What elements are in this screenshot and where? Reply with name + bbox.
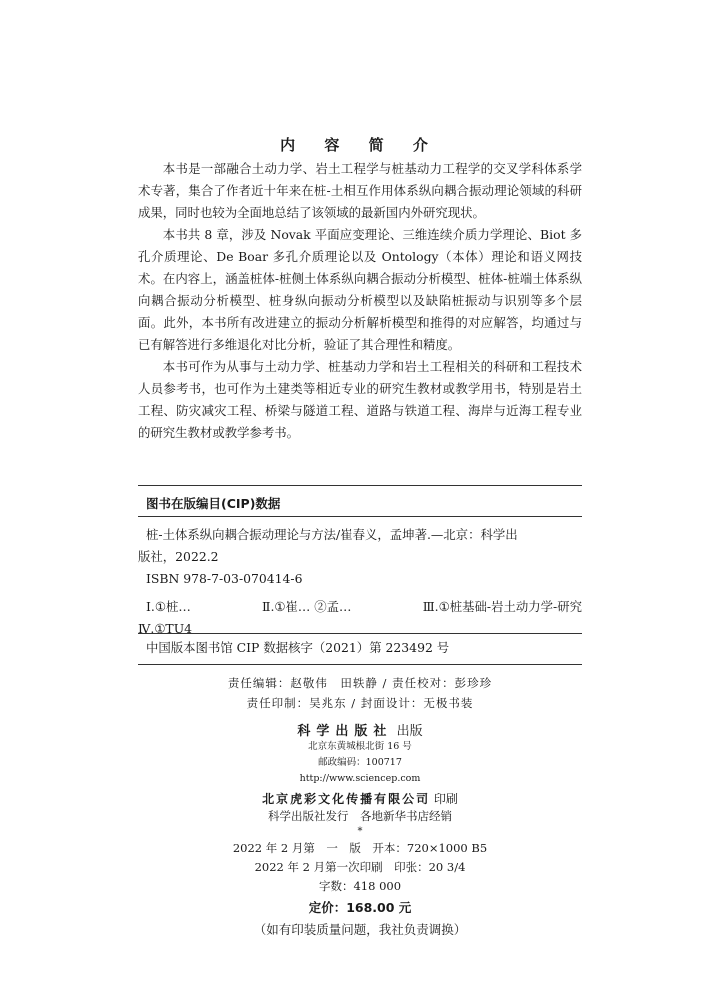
publisher-postcode: 邮政编码：100717	[318, 757, 402, 768]
printer-line	[0, 790, 720, 807]
edition-info: 2022 年 2 月第 一 版 开本：720×1000 B5	[232, 841, 488, 855]
word-count: 字数：418 000	[318, 879, 402, 893]
cip-isbn: ISBN 978-7-03-070414-6	[146, 571, 303, 586]
cip-heading: 图书在版编目(CIP)数据	[146, 496, 281, 511]
cip-title-line: 版社，2022.2	[138, 549, 219, 564]
cip-divider	[138, 516, 582, 517]
publisher-line	[0, 720, 720, 739]
editorial-credits	[0, 673, 720, 713]
cip-data-box	[138, 485, 582, 665]
publisher-address: 北京东黄城根北街 16 号	[308, 741, 412, 752]
cip-number: 中国版本图书馆 CIP 数据核字（2021）第 223492 号	[146, 640, 450, 655]
publisher-suffix: 出版	[396, 724, 423, 739]
cip-divider	[138, 633, 582, 634]
printer-suffix: 印刷	[433, 792, 458, 806]
cip-class-code: Ⅳ.①TU4	[138, 621, 193, 636]
publication-info	[0, 720, 720, 938]
distribution-info: 科学出版社发行 各地新华书店经销	[268, 809, 452, 823]
intro-paragraph: 本书可作为从事与土动力学、桩基动力学和岩土工程相关的科研和工程技术人员参考书，也可作为土建类等相近专业的研究生教材或教学用书，特别是岩土工程、防灾减灾工程、桥梁与隧道工程、道路与铁道工程、海岸与近海工程专业的研究生教材或教学参考书。	[138, 359, 582, 440]
intro-text	[138, 158, 582, 444]
intro-paragraph: 本书共 8 章，涉及 Novak 平面应变理论、三维连续介质力学理论、Biot 多孔介质理论、De Boar 多孔介质理论以及 Ontology（本体）理论和语义网技术。在内容上，涵盖桩体-桩侧土体系纵向耦合振动分析模型、桩体-桩端土体系纵向耦合振动分析模型、桩身纵向振动分析模型以及缺陷桩振动与识别等多个层面。此外，本书所有改进建立的振动分析解析模型和推得的对应解答，均通过与已有解答进行多维退化对比分析，验证了其合理性和精度。	[138, 227, 582, 352]
separator-mark: *	[357, 826, 363, 837]
publisher-url: http://www.sciencep.com	[299, 773, 421, 784]
cip-class-item: Ⅱ.①崔… ②孟…	[262, 599, 352, 614]
cip-classification	[138, 596, 582, 618]
credits-line: 责任编辑：赵敬伟 田轶静 / 责任校对：彭珍珍	[227, 676, 493, 690]
intro-paragraph: 本书是一部融合土动力学、岩土工程学与桩基动力工程学的交叉学科体系学术专著，集合了作者近十年来在桩-土相互作用体系纵向耦合振动理论领域的科研成果，同时也较为全面地总结了该领域的最新国内外研究现状。	[138, 161, 582, 220]
printer-name: 北京虎彩文化传播有限公司	[262, 792, 431, 806]
price: 定价：168.00 元	[308, 900, 412, 915]
quality-notice: （如有印装质量问题，我社负责调换）	[253, 922, 467, 937]
cip-body	[138, 524, 582, 640]
cip-class-item: Ⅲ.①桩基础-岩土动力学-研究	[422, 599, 582, 614]
printing-info: 2022 年 2 月第一次印刷 印张：20 3/4	[254, 860, 466, 874]
cip-class-item: Ⅰ.①桩…	[146, 599, 191, 614]
credits-line: 责任印制：吴兆东 / 封面设计：无极书装	[246, 696, 474, 710]
cip-title-line: 桩-土体系纵向耦合振动理论与方法/崔春义，孟坤著.—北京：科学出	[146, 527, 518, 542]
intro-title: 内 容 简 介	[280, 136, 440, 154]
publisher-name: 科学出版社	[297, 724, 393, 739]
